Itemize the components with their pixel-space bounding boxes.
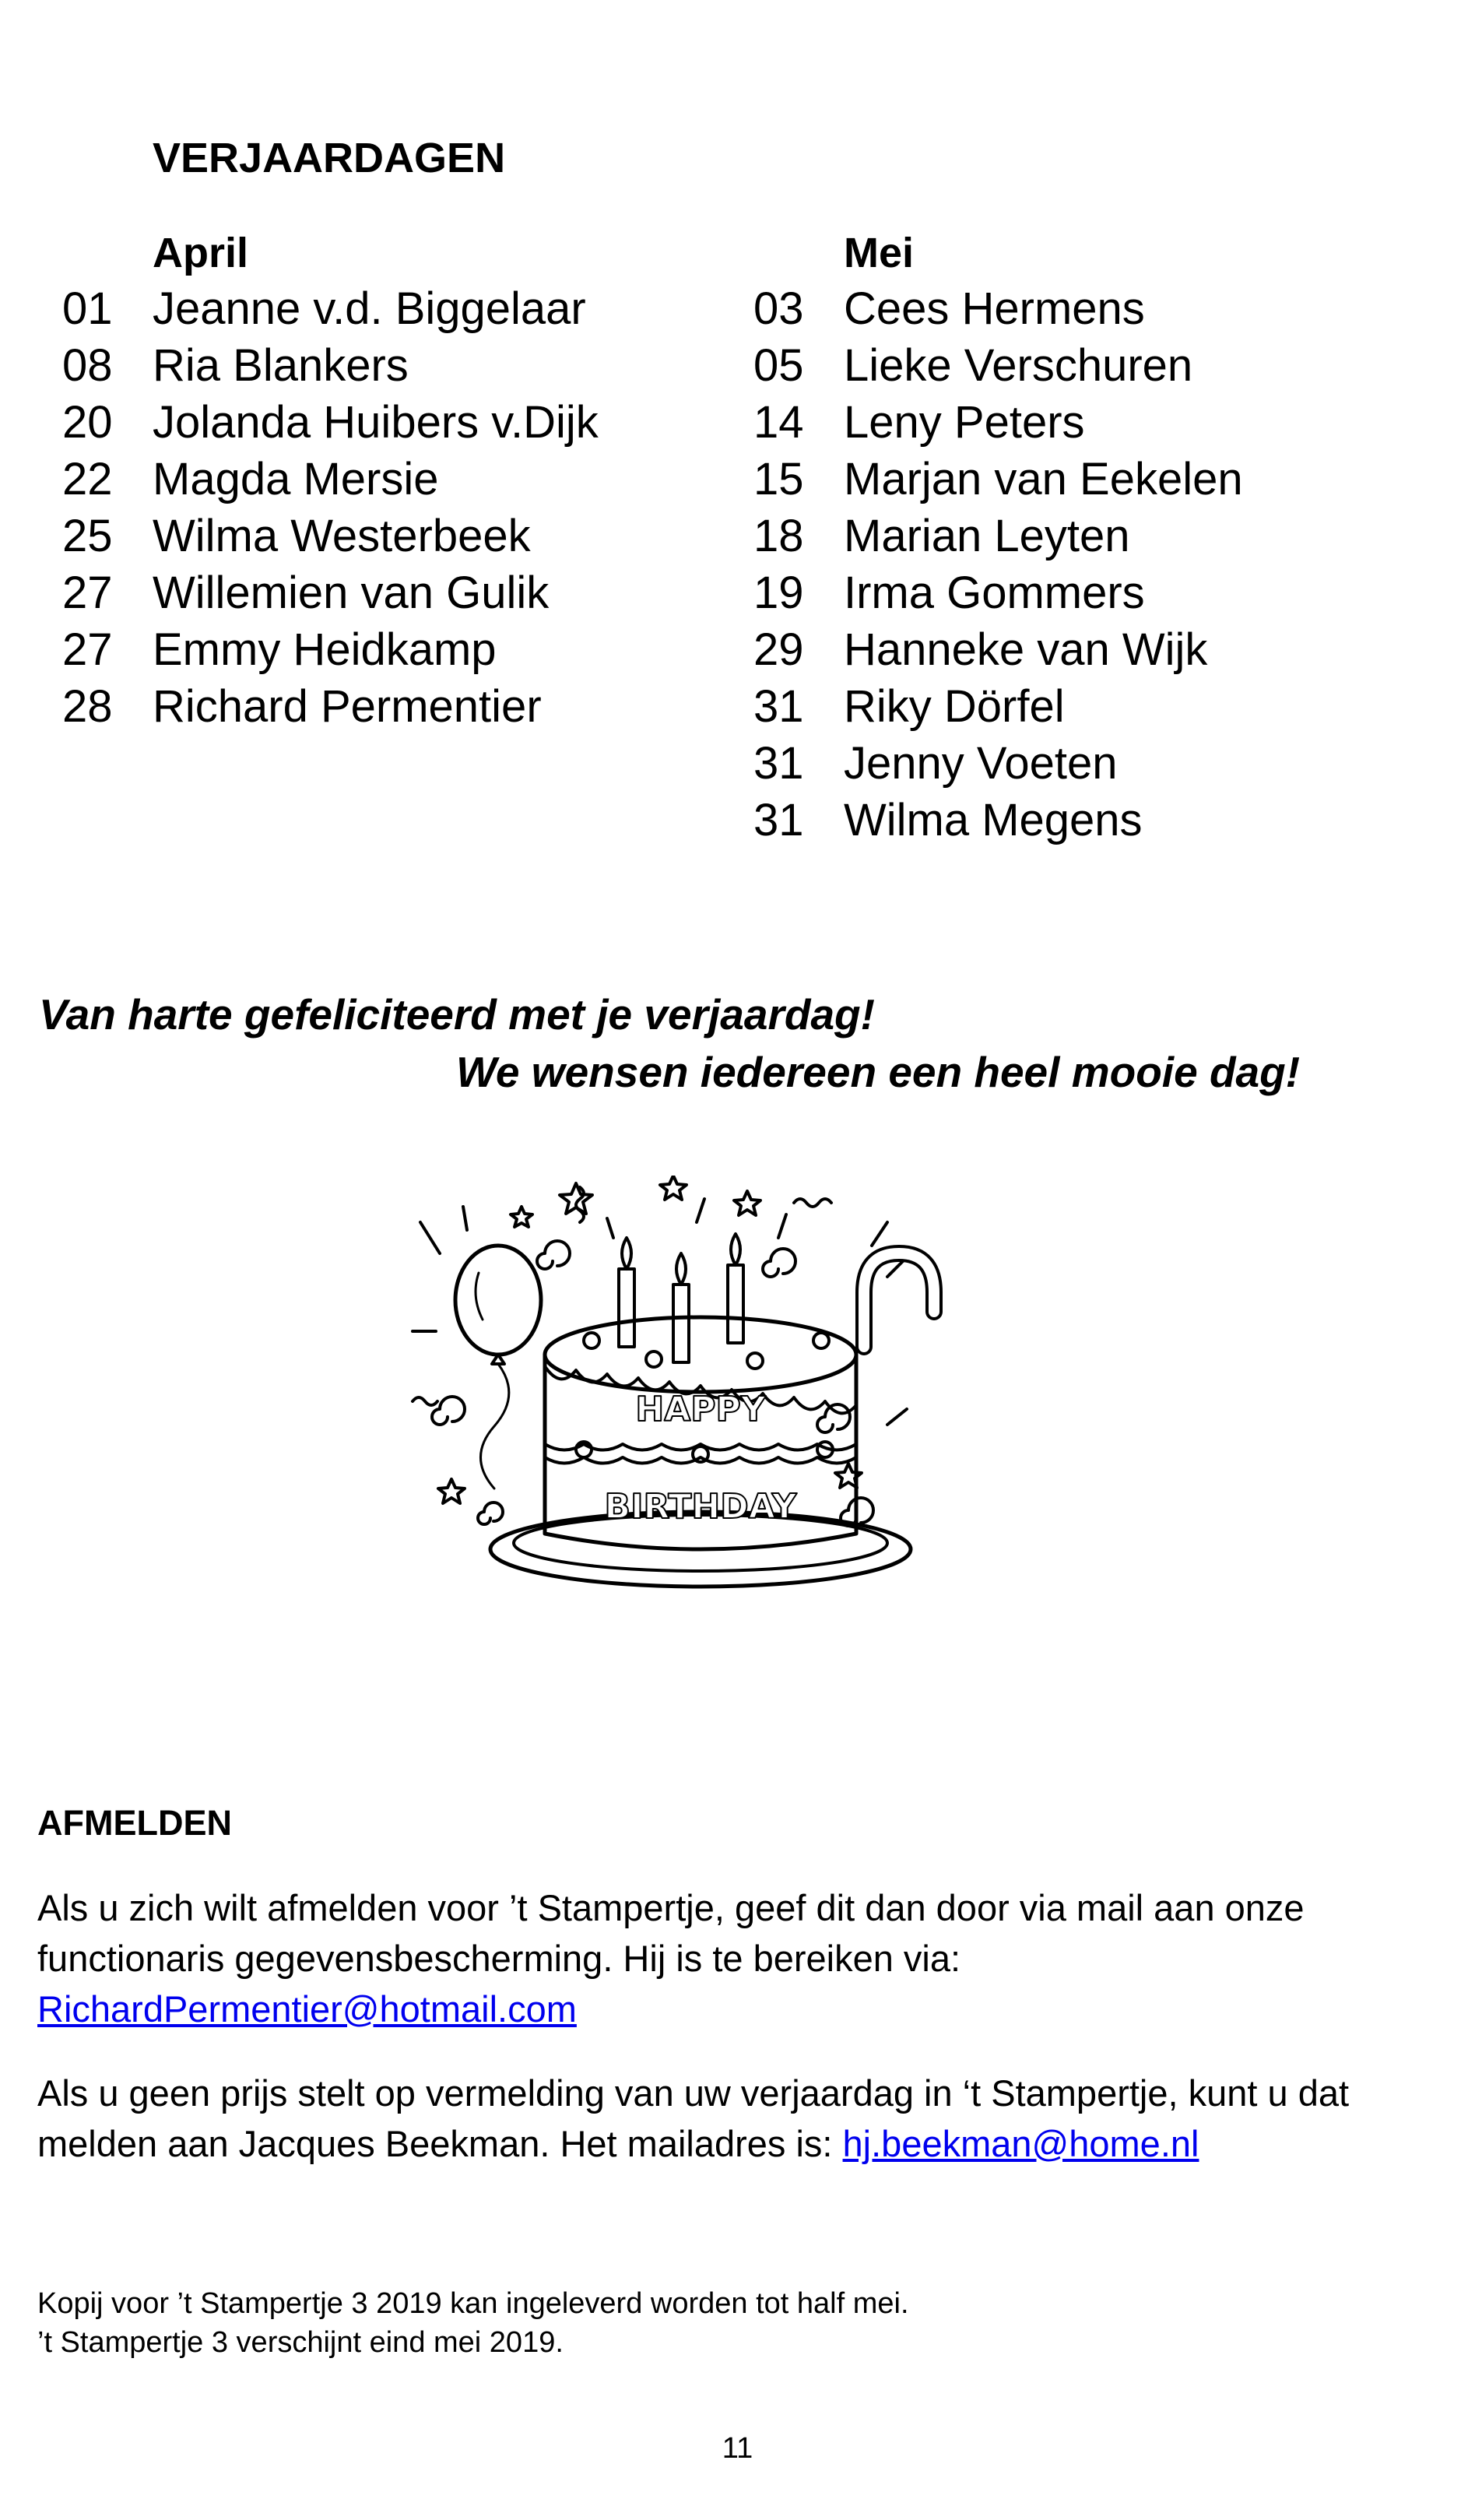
list-item <box>753 394 1243 451</box>
birthday-name: Jenny Voeten <box>844 738 1118 789</box>
birthday-name: Hanneke van Wijk <box>844 624 1208 675</box>
email-link-jacques[interactable]: hj.beekman@home.nl <box>842 2123 1199 2164</box>
list-item <box>753 280 1243 337</box>
birthday-cake-icon <box>389 1176 950 1627</box>
birthday-name: Riky Dörfel <box>844 681 1065 732</box>
birthday-name: Magda Mersie <box>153 454 439 504</box>
cake-text-birthday: BIRTHDAY <box>604 1487 797 1527</box>
list-item <box>753 735 1243 792</box>
birthday-day: 14 <box>753 397 804 448</box>
birthday-day: 27 <box>62 568 113 618</box>
birthday-day: 28 <box>62 681 113 732</box>
note-line-1: Kopij voor ’t Stampertje 3 2019 kan ingeleverd worden tot half mei. <box>37 2287 909 2320</box>
list-item <box>753 337 1243 394</box>
birthday-day: 31 <box>753 738 804 789</box>
birthday-day: 25 <box>62 511 113 561</box>
birthday-day: 15 <box>753 454 804 504</box>
afmelden-paragraph-1 <box>37 1882 1454 2034</box>
birthday-day: 20 <box>62 397 113 448</box>
afmelden-paragraph-2 <box>37 2068 1454 2169</box>
birthday-name: Marjan van Eekelen <box>844 454 1243 504</box>
list-item <box>62 564 599 621</box>
list-item <box>62 394 599 451</box>
birthday-day: 03 <box>753 283 804 334</box>
list-item <box>62 621 599 678</box>
mei-column <box>753 226 1243 849</box>
birthday-name: Cees Hermens <box>844 283 1145 334</box>
afmelden-paragraph-1-text: Als u zich wilt afmelden voor ’t Stampertje, geef dit dan door via mail aan onze functionaris gegevensbescherming. Hij is te bereiken via: <box>37 1887 1305 1979</box>
birthday-name: Irma Gommers <box>844 568 1145 618</box>
copy-deadline-note <box>37 2284 1454 2362</box>
birthday-name: Marian Leyten <box>844 511 1130 561</box>
birthday-name: Emmy Heidkamp <box>153 624 497 675</box>
birthday-day: 18 <box>753 511 804 561</box>
april-column <box>62 226 599 735</box>
birthday-name: Lieke Verschuren <box>844 340 1193 391</box>
birthday-name: Ria Blankers <box>153 340 409 391</box>
list-item <box>62 337 599 394</box>
page-number: 11 <box>722 2432 753 2465</box>
birthday-name: Jeanne v.d. Biggelaar <box>153 283 586 334</box>
list-item <box>753 451 1243 508</box>
list-item <box>62 678 599 735</box>
cake-text-happy: HAPPY <box>635 1390 766 1429</box>
birthday-day: 31 <box>753 795 804 845</box>
birthday-day: 22 <box>62 454 113 504</box>
list-item <box>753 564 1243 621</box>
birthday-name: Wilma Megens <box>844 795 1143 845</box>
birthday-name: Wilma Westerbeek <box>153 511 531 561</box>
page-title: VERJAARDAGEN <box>153 135 506 181</box>
afmelden-heading: AFMELDEN <box>37 1803 232 1843</box>
list-item <box>62 508 599 564</box>
birthday-day: 27 <box>62 624 113 675</box>
list-item <box>753 792 1243 849</box>
list-item <box>753 621 1243 678</box>
birthday-name: Richard Permentier <box>153 681 542 732</box>
greeting-line-2: We wensen iedereen een heel mooie dag! <box>456 1048 1301 1096</box>
mei-heading: Mei <box>844 230 915 276</box>
afmelden-paragraph-2-text: Als u geen prijs stelt op vermelding van uw verjaardag in ‘t Stampertje, kunt u dat melden aan Jacques Beekman. Het mailadres is: <box>37 2072 1350 2164</box>
birthday-name: Willemien van Gulik <box>153 568 550 618</box>
birthday-day: 19 <box>753 568 804 618</box>
birthday-day: 08 <box>62 340 113 391</box>
list-item <box>62 451 599 508</box>
birthday-day: 29 <box>753 624 804 675</box>
list-item <box>753 508 1243 564</box>
birthday-day: 05 <box>753 340 804 391</box>
april-heading: April <box>153 230 249 276</box>
note-line-2: ’t Stampertje 3 verschijnt eind mei 2019. <box>37 2326 564 2359</box>
birthday-day: 31 <box>753 681 804 732</box>
birthday-day: 01 <box>62 283 113 334</box>
greeting-line-1: Van harte gefeliciteerd met je verjaardag! <box>39 990 875 1039</box>
birthday-name: Jolanda Huibers v.Dijk <box>153 397 599 448</box>
list-item <box>753 678 1243 735</box>
list-item <box>62 280 599 337</box>
email-link-richard[interactable]: RichardPermentier@hotmail.com <box>37 1988 577 2030</box>
birthday-name: Leny Peters <box>844 397 1085 448</box>
